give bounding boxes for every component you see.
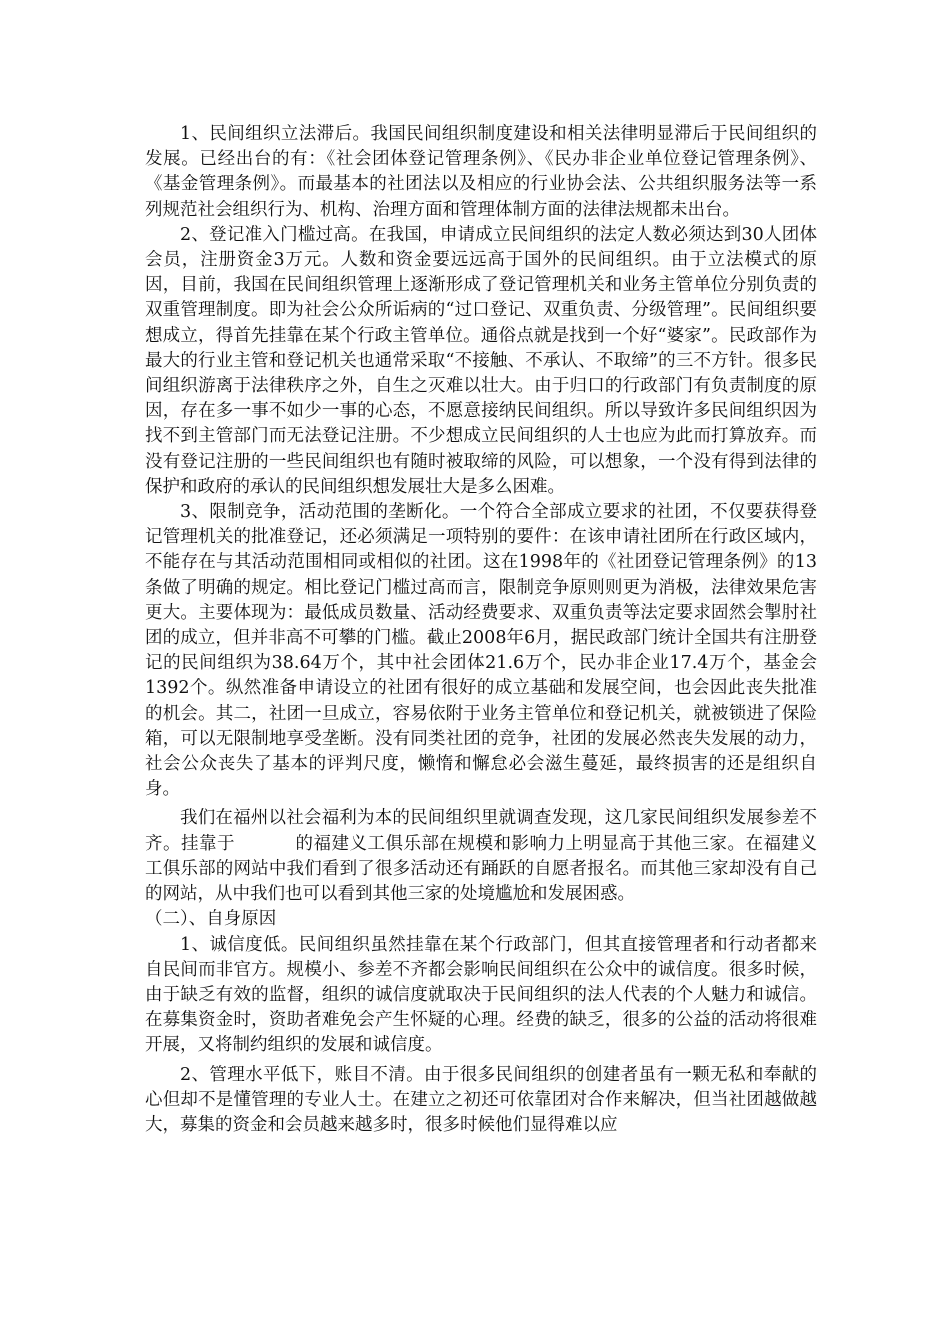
document-body: [145, 122, 817, 1138]
paragraph-fuzhou-survey: [145, 806, 817, 907]
paragraph-legislation-lag: 1、民间组织立法滞后。我国民间组织制度建设和相关法律明显滞后于民间组织的发展。已经出台的有：《社会团体登记管理条例》、《民办非企业单位登记管理条例》、《基金管理条例》。而最基本的社团法以及相应的行业协会法、公共组织服务法等一系列规范社会组织行为、机构、治理方面和管理体制方面的法律法规都未出台。: [145, 124, 817, 220]
paragraph-competition-restriction: 3、限制竞争，活动范围的垄断化。一个符合全部成立要求的社团，不仅要获得登记管理机关的批准登记，还必须满足一项特别的要件：在该申请社团所在行政区域内，不能存在与其活动范围相同或相似的社团。这在1998年的《社团登记管理条例》的13条做了明确的规定。相比登记门槛过高而言，限制竞争原则则更为消极，法律效果危害更大。主要体现为：最低成员数量、活动经费要求、双重负责等法定要求固然会掣肘社团的成立，但并非高不可攀的门槛。截止2008年6月，据民政部门统计全国共有注册登记的民间组织为38.64万个，其中社会团体21.6万个，民办非企业17.4万个，基金会1392个。纵然准备申请设立的社团有很好的成立基础和发展空间，也会因此丧失批准的机会。其二，社团一旦成立，容易依附于业务主管单位和登记机关，就被锁进了保险箱，可以无限制地享受垄断。没有同类社团的竞争，社团的发展必然丧失发展的动力，社会公众丧失了基本的评判尺度，懒惰和懈怠必会滋生蔓延，最终损害的还是组织自身。: [145, 502, 817, 800]
paragraph-poor-management: 2、管理水平低下，账目不清。由于很多民间组织的创建者虽有一颗无私和奉献的心但却不是懂管理的专业人士。在建立之初还可依靠团对合作来解决，但当社团越做越大，募集的资金和会员越来越多时，很多时候他们显得难以应: [145, 1064, 817, 1135]
survey-text-start: 我们在福州以社会福利为本的民间组织里就调查发现，这几家民间组织发展参差不齐。挂靠于: [145, 808, 817, 854]
paragraph-low-credibility: 1、诚信度低。民间组织虽然挂靠在某个行政部门，但其直接管理者和行动者都来自民间而非官方。规模小、参差不齐都会影响民间组织在公众中的诚信度。很多时候，由于缺乏有效的监督，组织的诚信度就取决于民间组织的法人代表的个人魅力和诚信。在募集资金时，资助者难免会产生怀疑的心理。经费的缺乏，很多的公益的活动将很难开展，又将制约组织的发展和诚信度。: [145, 934, 817, 1056]
paragraph-registration-threshold: 2、登记准入门槛过高。在我国，申请成立民间组织的法定人数必须达到30人团体会员，注册资金3万元。人数和资金要远远高于国外的民间组织。由于立法模式的原因，目前，我国在民间组织管理上逐渐形成了登记管理机关和业务主管单位分别负责的双重管理制度。即为社会公众所诟病的“过口登记、双重负责、分级管理”。民间组织要想成立，得首先挂靠在某个行政主管单位。通俗点就是找到一个好“婆家”。民政部作为最大的行业主管和登记机关也通常采取“不接触、不承认、不取缔”的三不方针。很多民间组织游离于法律秩序之外，自生之灭难以壮大。由于归口的行政部门有负责制度的原因，存在多一事不如少一事的心态，不愿意接纳民间组织。所以导致许多民间组织因为找不到主管部门而无法登记注册。不少想成立民间组织的人士也应为此而打算放弃。而没有登记注册的一些民间组织也有随时被取缔的风险，可以想象，一个没有得到法律的保护和政府的承认的民间组织想发展壮大是多么困难。: [145, 224, 817, 497]
section-heading-internal-causes: （二）、自身原因: [145, 909, 277, 930]
survey-text-end: 的福建义工俱乐部在规模和影响力上明显高于其他三家。在福建义工俱乐部的网站中我们看到了很多活动还有踊跃的自愿者报名。而其他三家却没有自己的网站，从中我们也可以看到其他三家的处境尴尬和发展困惑。: [145, 833, 817, 905]
